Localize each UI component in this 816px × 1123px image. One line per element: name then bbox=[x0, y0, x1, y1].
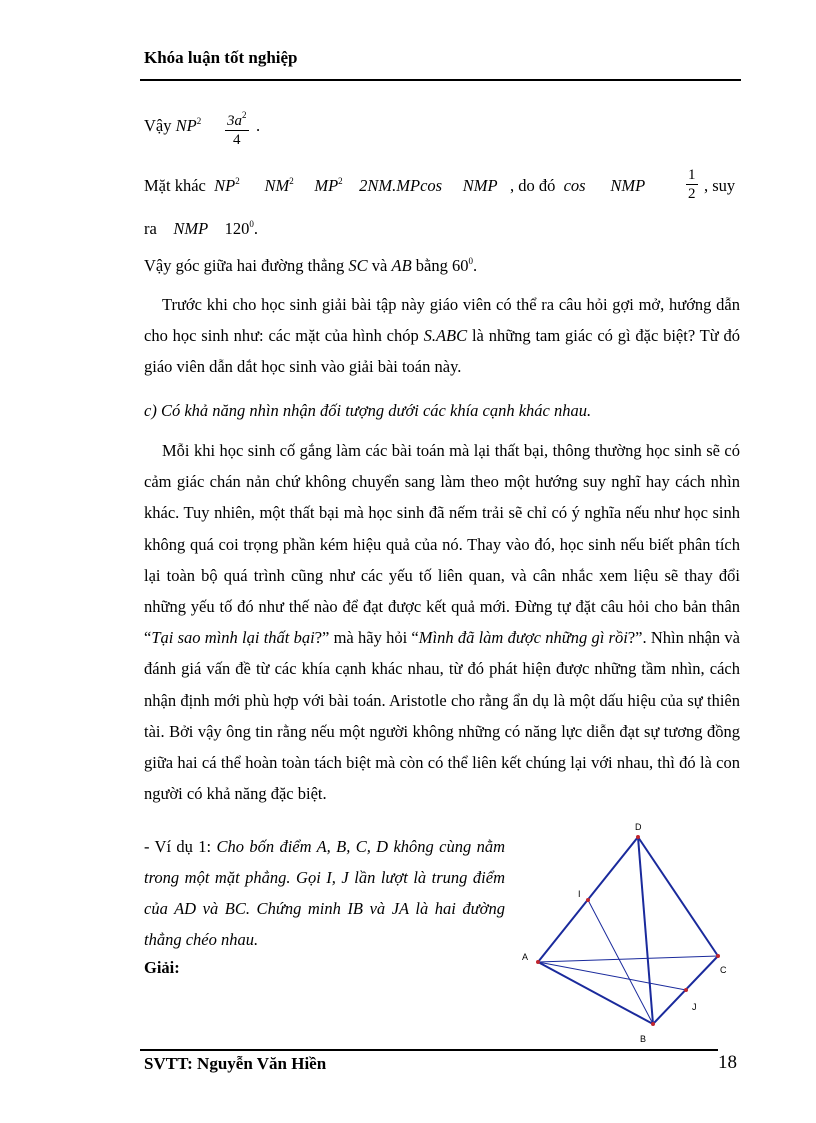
frac-exponent: 2 bbox=[242, 110, 247, 120]
text-ra: ra bbox=[144, 219, 157, 238]
label-b: B bbox=[640, 1034, 647, 1044]
solution-label: Giải: bbox=[144, 958, 180, 977]
header-title: Khóa luận tốt nghiệp bbox=[144, 48, 298, 67]
math-cos: cos bbox=[420, 176, 443, 195]
tetrahedron-figure bbox=[520, 815, 740, 1045]
fraction-3a2-over-4 bbox=[225, 106, 249, 149]
math-cos-2: cos bbox=[563, 176, 586, 195]
footer-author: SVTT: Nguyễn Văn Hiền bbox=[144, 1054, 327, 1073]
point-i bbox=[586, 898, 590, 902]
text-do-do: , do đó bbox=[509, 176, 556, 195]
point-j bbox=[684, 988, 688, 992]
text-va: và bbox=[371, 256, 388, 275]
label-i: I bbox=[578, 889, 581, 899]
point-b bbox=[651, 1022, 655, 1026]
math-nmp: NMP bbox=[462, 176, 498, 195]
fraction-1-over-2 bbox=[686, 166, 698, 203]
degree: 0 bbox=[249, 219, 254, 229]
page-number: 18 bbox=[718, 1052, 737, 1073]
period: . bbox=[256, 116, 261, 135]
conclusion-angle: Vậy góc giữa hai đường thẳng SC và AB bằng $60^0$. bbox=[144, 256, 478, 275]
edge-dc bbox=[638, 837, 718, 956]
quote-2: Mình đã làm được những gì rồi bbox=[418, 628, 628, 648]
edge-ac bbox=[538, 956, 718, 962]
footer-rule bbox=[140, 1049, 718, 1051]
math-np: NP bbox=[175, 116, 197, 135]
frac-numerator: 3a bbox=[227, 113, 242, 129]
math-2nm-mp: 2NM.MP bbox=[359, 176, 421, 195]
text-bang: bằng 60 bbox=[415, 256, 469, 275]
formula-nmp-120: ra NMP $120^0$. bbox=[144, 219, 259, 238]
formula-law-of-cosines: Mặt khác $NP^2$ $NM^2$ $MP^2$ 2NM.MPcos NMP , do đó cos NMP bbox=[144, 176, 646, 195]
math-sabc: S.ABC bbox=[423, 326, 468, 346]
value-120: 120 bbox=[224, 219, 250, 238]
point-c bbox=[716, 954, 720, 958]
edge-db bbox=[638, 837, 653, 1024]
point-d bbox=[636, 835, 640, 839]
math-sc: SC bbox=[348, 256, 368, 275]
label-d: D bbox=[635, 822, 642, 832]
text-mat-khac: Mặt khác bbox=[144, 176, 206, 195]
point-a bbox=[536, 960, 540, 964]
text-vay-goc: Vậy góc giữa hai đường thẳng bbox=[144, 256, 345, 275]
math-np: NP bbox=[214, 176, 236, 195]
frac-numerator: 1 bbox=[688, 167, 696, 183]
frac-denominator: 4 bbox=[233, 132, 241, 148]
paragraph-guidance: Trước khi cho học sinh giải bài tập này giáo viên có thể ra câu hỏi gợi mở, hướng dẫn cho học sinh như: các mặt của hình chóp S.ABC là những tam giác có gì đặc biệt? Từ đó giáo viên dẫn dắt học sinh vào giải bài toán này. bbox=[144, 295, 741, 377]
quote-1: Tại sao mình lại thất bại bbox=[151, 628, 315, 648]
math-ab: AB bbox=[391, 256, 412, 275]
text-suy: , suy bbox=[704, 176, 736, 195]
math-nmp-2: NMP bbox=[610, 176, 646, 195]
degree: 0 bbox=[468, 256, 473, 266]
text-vay: Vậy bbox=[144, 116, 172, 135]
exponent: 2 bbox=[196, 116, 202, 126]
example-label: - Ví dụ 1: bbox=[144, 837, 212, 856]
edge-ab bbox=[538, 962, 653, 1024]
section-heading-c: c) Có khả năng nhìn nhận đối tượng dưới các khía cạnh khác nhau. bbox=[144, 401, 592, 420]
math-nm: NM bbox=[264, 176, 290, 195]
label-c: C bbox=[720, 965, 727, 975]
segment-ja bbox=[538, 962, 686, 990]
header-rule bbox=[140, 79, 741, 81]
math-mp: MP bbox=[314, 176, 339, 195]
label-j: J bbox=[692, 1002, 697, 1012]
frac-denominator: 2 bbox=[688, 186, 696, 202]
math-nmp: NMP bbox=[173, 219, 209, 238]
formula-np-squared bbox=[144, 116, 201, 136]
paragraph-perspective: Mỗi khi học sinh cố gắng làm các bài toán mà lại thất bại, thông thường học sinh sẽ có cảm giác chán nản chứ không chuyển sang làm theo một hướng suy nghĩ hay cách nhìn khác. Tuy nhiên, một thất bại mà học sinh đã nếm trải sẽ chỉ có ý nghĩa nếu như học sinh không quá coi trọng phần kém hiệu quả của nó. Thay vào đó, học sinh nếu biết phân tích lại toàn bộ quá trình cũng như các yếu tố liên quan, và cân nhắc xem liệu sẽ thay đổi những yếu tố đó như thế nào để đạt được kết quả mới. Đừng tự đặt câu hỏi cho bản thân “Tại sao mình lại thất bại?” mà hãy hỏi “Mình đã làm được những gì rồi?”. Nhìn nhận và đánh giá vấn đề từ các khía cạnh khác nhau, từ đó phát hiện được những tầm nhìn, cách nhận định mới phù hợp với bài toán. Aristotle cho rằng ẩn dụ là một dấu hiệu của sự thiên tài. Bởi vậy ông tin rằng nếu một người không những có năng lực diễn đạt sự tương đồng giữa hai cá thể hoàn toàn tách biệt mà còn có thể liên kết chúng lại với nhau, thì đó là con người có khả năng đặc biệt. bbox=[144, 441, 740, 804]
example-1 bbox=[144, 831, 505, 955]
label-a: A bbox=[522, 952, 529, 962]
example-text: Cho bốn điểm A, B, C, D không cùng nằm trong một mặt phẳng. Gọi I, J lần lượt là trung điểm của AD và BC. Chứng minh IB và JA là hai đường thẳng chéo nhau. bbox=[144, 837, 505, 949]
